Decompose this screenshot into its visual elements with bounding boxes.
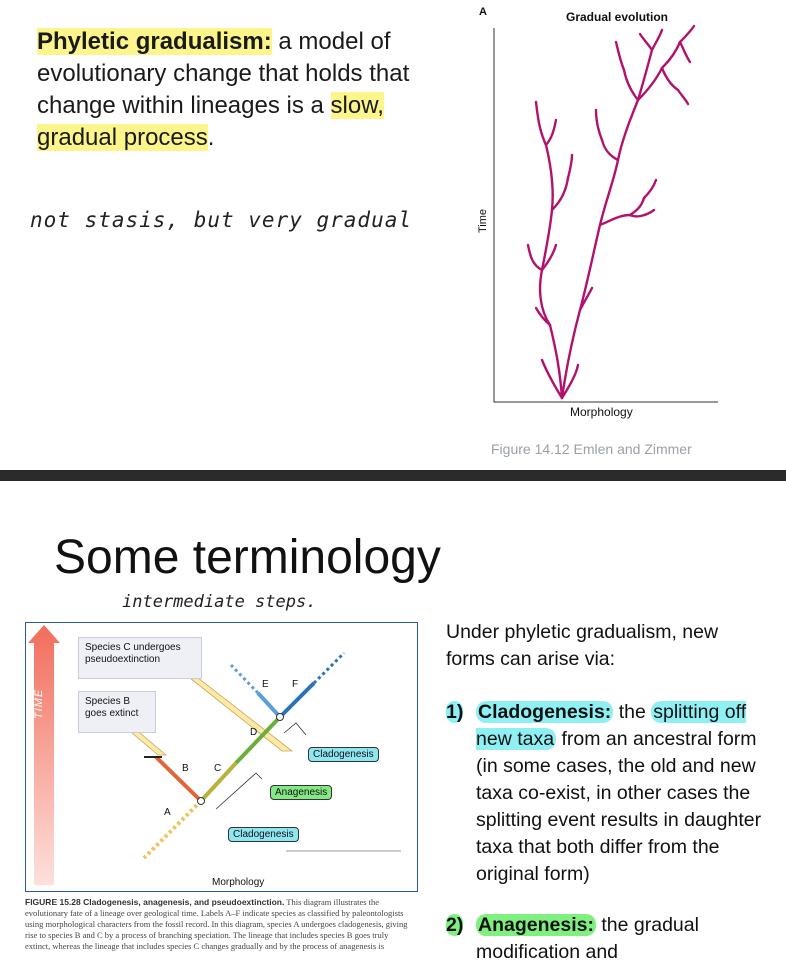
slide-title: Some terminology [54, 531, 441, 584]
item-2-text [476, 912, 766, 966]
species-label-d: D [250, 727, 258, 738]
definition-highlight: slow, gradual process [37, 92, 384, 151]
diagram-x-axis-label: Morphology [212, 877, 265, 888]
figure-y-axis-label: Time [477, 208, 490, 234]
species-label-c: C [214, 763, 222, 774]
definition-text: a model of evolutionary change that holds that change within lineages is a [37, 28, 410, 119]
figure-panel-letter: A [479, 6, 487, 18]
caption-text: This diagram illustrates the evolutionary fate of a lineage over geological time. Labels A–F indicate species as classified by paleontologists using morphological characters from the fossil record. In this diagram, species A undergoes cladogenesis, giving rise to species B and C by a process of branching speciation. The lineage that includes species B goes truly extinct, whereas the lineage that includes species C changes gradually and by the process of anagenesis is [25, 897, 408, 951]
label-anagenesis: Anagenesis [270, 785, 332, 800]
definition-term: Phyletic gradualism: [37, 28, 272, 55]
species-label-e: E [262, 679, 269, 690]
item-1-text-pre: the [613, 701, 652, 723]
figure-axes [494, 28, 718, 402]
label-cladogenesis-bottom: Cladogenesis [228, 827, 299, 842]
item-2-number-text: 2) [446, 914, 464, 936]
lineage-e [258, 693, 280, 717]
handwritten-note-top: not stasis, but very gradual [30, 208, 413, 232]
evolution-branches [528, 26, 694, 398]
callout-species-c: Species C undergoes pseudoextinction [78, 637, 202, 679]
list-item-cladogenesis [446, 699, 766, 888]
figure-credit: Figure 14.12 Emlen and Zimmer [491, 441, 692, 457]
item-1-text [476, 699, 766, 888]
handwritten-note-bottom: intermediate steps. [122, 592, 317, 612]
lineage-f-dashed [314, 653, 344, 683]
lineage-b [156, 757, 201, 801]
item-2-text-post: the gradual modification and [476, 914, 699, 963]
phyletic-gradualism-definition [37, 26, 437, 154]
item-1-number-text: 1) [446, 701, 464, 723]
lineage-a-dashed [144, 801, 201, 858]
item-1-number [446, 699, 476, 888]
item-2-term: Anagenesis: [478, 914, 594, 936]
item-1-term: Cladogenesis: [478, 701, 612, 723]
item-2-number [446, 912, 476, 966]
slide-divider [0, 470, 786, 481]
list-item-anagenesis [446, 912, 766, 966]
figure-caption [25, 897, 410, 952]
time-label-text: TIME [33, 688, 45, 719]
node-a-split [198, 798, 205, 805]
species-label-f: F [292, 679, 299, 690]
figure-title: Gradual evolution [566, 10, 669, 24]
node-d-split [277, 714, 284, 721]
intro-text: Under phyletic gradualism, new forms can arise via: [446, 621, 719, 670]
item-1-highlight: splitting off new taxa [476, 701, 747, 750]
lineage-e-dashed [231, 665, 258, 693]
bracket-top [284, 723, 306, 735]
gradual-evolution-tree [480, 20, 730, 410]
species-label-a: A [164, 807, 171, 818]
callout-species-b: Species B goes extinct [78, 691, 156, 733]
species-label-b: B [182, 763, 189, 774]
definition-end: . [207, 124, 215, 151]
time-arrow [28, 625, 60, 885]
label-cladogenesis-top: Cladogenesis [308, 747, 379, 762]
figure-15-28 [25, 622, 418, 892]
time-label [33, 689, 45, 719]
item-1-text-post: from an ancestral form (in some cases, the old and new taxa co-exist, in other cases the splitting event results in daughter taxa that both differ from the original form) [476, 728, 762, 885]
caption-bold: FIGURE 15.28 Cladogenesis, anagenesis, and pseudoextinction. [25, 897, 285, 907]
figure-x-axis-label: Morphology [570, 405, 633, 419]
